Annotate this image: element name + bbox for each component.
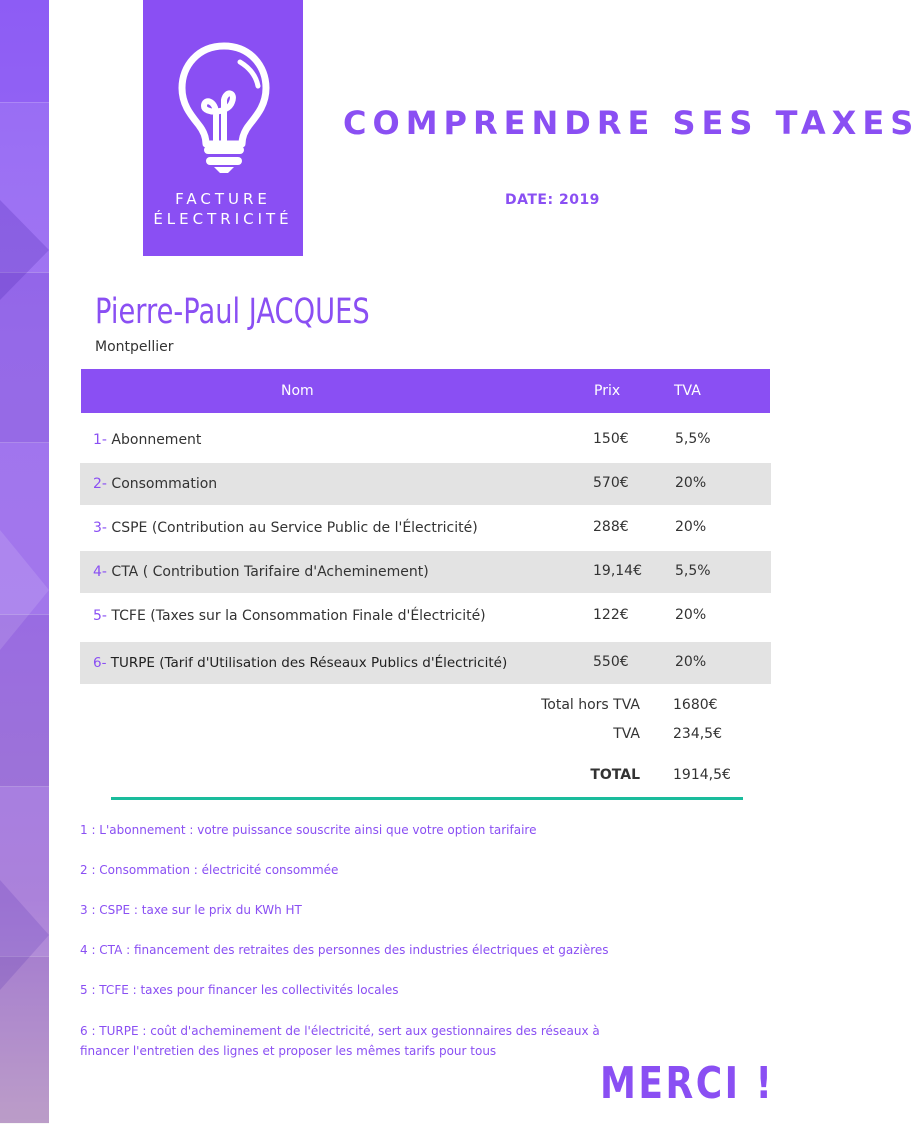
- row-label: Consommation: [111, 476, 218, 492]
- row-number: 2-: [93, 476, 107, 492]
- note-item: 5 : TCFE : taxes pour financer les collectivités locales: [80, 983, 399, 997]
- date-label: DATE: 2019: [505, 192, 600, 208]
- row-label: TURPE (Tarif d'Utilisation des Réseaux Publics d'Électricité): [110, 655, 508, 671]
- client-name: Pierre-Paul JACQUES: [95, 292, 370, 332]
- section-divider: [111, 797, 743, 800]
- grand-total-value: 1914,5€: [673, 767, 731, 783]
- row-number: 3-: [93, 520, 107, 536]
- row-label: CSPE (Contribution au Service Public de l'Électricité): [111, 520, 478, 536]
- row-tva: 20%: [675, 519, 707, 535]
- row-number: 5-: [93, 608, 107, 624]
- client-city: Montpellier: [95, 339, 174, 355]
- table-row: [80, 507, 771, 549]
- table-row: [80, 419, 771, 461]
- table-row: [80, 463, 771, 505]
- row-label: CTA ( Contribution Tarifaire d'Acheminement): [111, 564, 429, 580]
- row-price: 288€: [593, 519, 629, 535]
- logo-label-line2: ÉLECTRICITÉ: [153, 210, 293, 228]
- tva-total-label: TVA: [613, 726, 640, 742]
- table-header: [81, 369, 770, 413]
- subtotal-value: 1680€: [673, 697, 718, 713]
- row-price: 122€: [593, 607, 629, 623]
- subtotal-label: Total hors TVA: [541, 697, 640, 713]
- column-header-price: Prix: [594, 383, 621, 399]
- row-tva: 5,5%: [675, 563, 711, 579]
- note-item: 4 : CTA : financement des retraites des personnes des industries électriques et gazières: [80, 943, 609, 957]
- lightbulb-icon: [176, 40, 272, 174]
- note-item: 2 : Consommation : électricité consommée: [80, 863, 339, 877]
- note-item: 1 : L'abonnement : votre puissance souscrite ainsi que votre option tarifaire: [80, 823, 537, 837]
- row-tva: 5,5%: [675, 431, 711, 447]
- row-label: TCFE (Taxes sur la Consommation Finale d'Électricité): [111, 608, 486, 624]
- column-header-tva: TVA: [674, 383, 701, 399]
- row-tva: 20%: [675, 654, 707, 670]
- table-row: [80, 642, 771, 684]
- note-item: 6 : TURPE : coût d'acheminement de l'électricité, sert aux gestionnaires des réseaux à financer l'entretien des lignes et proposer les mêmes tarifs pour tous: [80, 1024, 600, 1058]
- grand-total-label: TOTAL: [590, 767, 640, 783]
- column-header-name: Nom: [281, 383, 314, 399]
- page-title: COMPRENDRE SES TAXES: [343, 104, 919, 142]
- row-tva: 20%: [675, 475, 707, 491]
- table-row: [80, 595, 771, 637]
- row-price: 19,14€: [593, 563, 642, 579]
- logo-label-line1: FACTURE: [175, 190, 271, 208]
- row-price: 550€: [593, 654, 629, 670]
- row-tva: 20%: [675, 607, 707, 623]
- row-number: 1-: [93, 432, 107, 448]
- row-price: 570€: [593, 475, 629, 491]
- decorative-side-strip: [0, 0, 49, 1123]
- row-label: Abonnement: [111, 432, 202, 448]
- row-number: 4-: [93, 564, 107, 580]
- note-item: 3 : CSPE : taxe sur le prix du KWh HT: [80, 903, 302, 917]
- table-row: [80, 551, 771, 593]
- logo-block: [143, 0, 303, 256]
- row-price: 150€: [593, 431, 629, 447]
- closing-thanks: MERCI !: [600, 1058, 775, 1109]
- row-number: 6-: [93, 655, 107, 671]
- tva-total-value: 234,5€: [673, 726, 722, 742]
